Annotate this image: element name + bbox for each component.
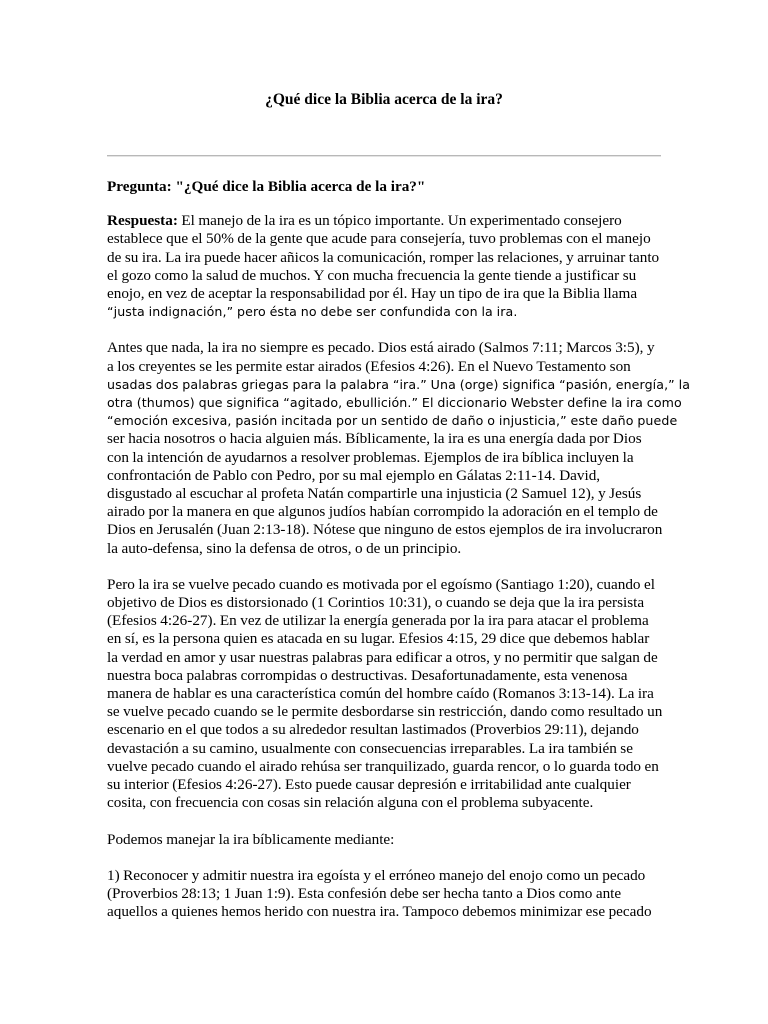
paragraph-line: Pero la ira se vuelve pecado cuando es motivada por el egoísmo (Santiago 1:20), cuando el (107, 575, 655, 593)
paragraph-line: enojo, en vez de aceptar la responsabilidad por él. Hay un tipo de ira que la Biblia llama (107, 285, 638, 303)
paragraph-line: “justa indignación,” pero ésta no debe ser confundida con la ira. (107, 304, 518, 320)
paragraph-line: se vuelve pecado cuando se le permite desbordarse sin restricción, dando como resultado un (107, 703, 663, 721)
paragraph-line: a los creyentes se les permite estar airados (Efesios 4:26). En el Nuevo Testamento son (107, 357, 631, 375)
paragraph-line: objetivo de Dios es distorsionado (1 Corintios 10:31), o cuando se deja que la ira persista (107, 594, 645, 612)
paragraph-line: Dios en Jerusalén (Juan 2:13-18). Nótese que ninguno de estos ejemplos de ira involucraron (107, 521, 663, 539)
paragraph-line: (Efesios 4:26-27). En vez de utilizar la energía generada por la ira para atacar el problema (107, 612, 649, 630)
paragraph-line: la auto-defensa, sino la defensa de otros, o de un principio. (107, 539, 462, 557)
paragraph-line: otra (thumos) que significa “agitado, ebullición.” El diccionario Webster define la ira como (107, 395, 682, 411)
paragraph-line: su interior (Efesios 4:26-27). Esto puede causar depresión e irritabilidad ante cualquier (107, 776, 631, 794)
paragraph-line: de su ira. La ira puede hacer añicos la comunicación, romper las relaciones, y arruinar tanto (107, 248, 660, 266)
paragraph-line: usadas dos palabras griegas para la palabra “ira.” Una (orge) significa “pasión, energía,” la (107, 376, 691, 392)
title-divider (107, 155, 661, 157)
paragraph-line: confrontación de Pablo con Pedro, por su mal ejemplo en Gálatas 2:11-14. David, (107, 466, 601, 484)
paragraph-line: “emoción excesiva, pasión incitada por un sentido de daño o injusticia,” este daño puede (107, 413, 678, 429)
page-title: ¿Qué dice la Biblia acerca de la ira? (265, 91, 503, 108)
paragraph-line: disgustado al escuchar al profeta Natán compartirle una injusticia (2 Samuel 12), y Jesús (107, 485, 642, 503)
paragraph-line: nuestra boca palabras corrompidas o destructivas. Desafortunadamente, esta venenosa (107, 666, 628, 684)
paragraph-line: el gozo como la salud de muchos. Y con mucha frecuencia la gente tiende a justificar su (107, 266, 637, 284)
paragraph-line (107, 212, 663, 230)
paragraph-line: (Proverbios 28:13; 1 Juan 1:9). Esta confesión debe ser hecha tanto a Dios como ante (107, 884, 622, 902)
paragraph-3 (107, 576, 663, 813)
paragraph-line: la verdad en amor y usar nuestras palabras para edificar a otros, y no permitir que salgan de (107, 648, 658, 666)
paragraph-line: establece que el 50% de la gente que acude para consejería, tuvo problemas con el manejo (107, 230, 651, 248)
paragraph-line: en sí, es la persona quien es atacada en su lugar. Efesios 4:15, 29 dice que debemos hablar (107, 630, 650, 648)
answer-line-text: El manejo de la ira es un tópico importante. Un experimentado consejero (177, 212, 622, 230)
paragraph-line: aquellos a quienes hemos herido con nuestra ira. Tampoco debemos minimizar ese pecado (107, 903, 652, 921)
paragraph-line: con la intención de ayudarnos a resolver problemas. Ejemplos de ira bíblica incluyen la (107, 448, 634, 466)
paragraph-line: cosita, con frecuencia con cosas sin relación alguna con el problema subyacente. (107, 794, 594, 812)
paragraph-line: ser hacia nosotros o hacia alguien más. Bíblicamente, la ira es una energía dada por Dios (107, 430, 642, 448)
question-heading: Pregunta: "¿Qué dice la Biblia acerca de la ira?" (107, 178, 426, 195)
paragraph-line: airado por la manera en que algunos judíos habían corrompido la adoración en el templo de (107, 503, 658, 521)
answer-paragraph (107, 212, 663, 321)
article-body (107, 178, 691, 939)
paragraph-line: Antes que nada, la ira no siempre es pecado. Dios está airado (Salmos 7:11; Marcos 3:5), y (107, 339, 655, 357)
paragraph-line: escenario en el que todos a su alrededor resultan lastimados (Proverbios 29:11), dejando (107, 721, 639, 739)
paragraph-4 (107, 831, 663, 849)
paragraph-2 (107, 339, 691, 557)
paragraph-line: vuelve pecado cuando el airado rehúsa ser tranquilizado, guarda rencor, o lo guarda todo en (107, 757, 659, 775)
paragraph-line: 1) Reconocer y admitir nuestra ira egoísta y el erróneo manejo del enojo como un pecado (107, 866, 646, 884)
paragraph-line: Podemos manejar la ira bíblicamente mediante: (107, 830, 395, 848)
paragraph-line: devastación a su camino, usualmente con consecuencias irreparables. La ira también se (107, 739, 633, 757)
paragraph-line: manera de hablar es una característica común del hombre caído (Romanos 3:13-14). La ira (107, 685, 654, 703)
paragraph-5 (107, 867, 663, 922)
answer-label: Respuesta: (107, 212, 178, 230)
